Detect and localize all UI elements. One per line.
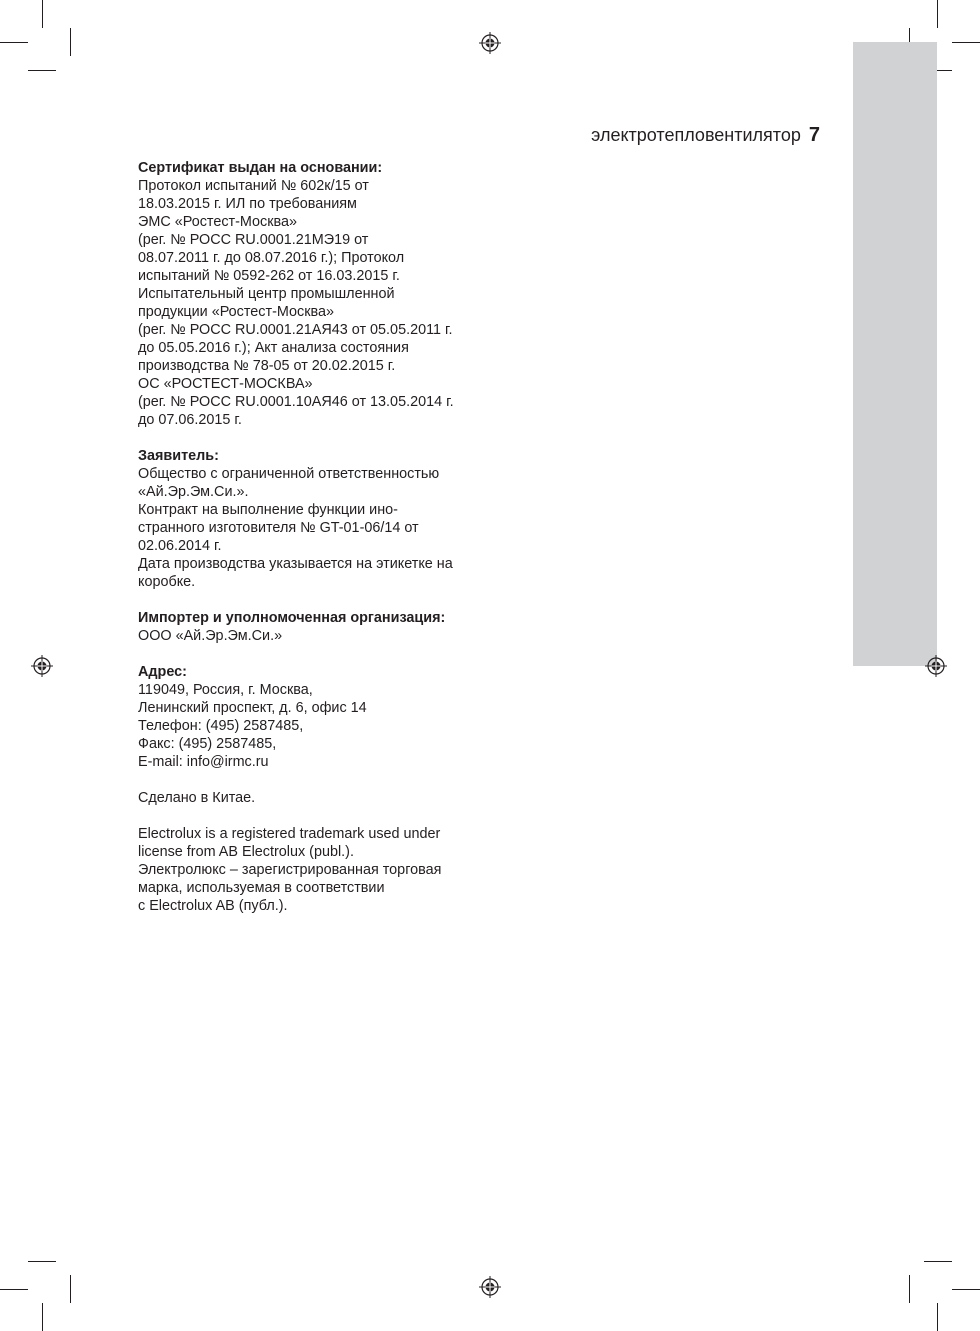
text-line: ООО «Ай.Эр.Эм.Си.» <box>138 628 283 644</box>
registration-mark-icon <box>479 1276 501 1298</box>
certificate-section <box>138 159 488 429</box>
text-line: продукции «Ростест-Москва» <box>138 304 335 320</box>
text-line: 08.07.2011 г. до 08.07.2016 г.); Протокол <box>138 250 405 266</box>
text-line: (рег. № РОСС RU.0001.21АЯ43 от 05.05.2011 г. <box>138 322 453 338</box>
text-line: 02.06.2014 г. <box>138 538 222 554</box>
text-line: Ленинский проспект, д. 6, офис 14 <box>138 700 367 716</box>
crop-mark-icon <box>952 1289 980 1290</box>
text-line: испытаний № 0592-262 от 16.03.2015 г. <box>138 268 400 284</box>
text-line: 119049, Россия, г. Москва, <box>138 682 313 698</box>
text-line: Протокол испытаний № 602к/15 от <box>138 178 369 194</box>
text-line: до 07.06.2015 г. <box>138 412 242 428</box>
importer-section <box>138 609 488 645</box>
section-heading: Заявитель: <box>138 448 219 464</box>
text-line: до 05.05.2016 г.); Акт анализа состояния <box>138 340 409 356</box>
text-line: Electrolux is a registered trademark used under <box>138 826 441 842</box>
applicant-section <box>138 447 488 591</box>
section-heading: Импортер и уполномоченная организация: <box>138 610 446 626</box>
sidebar-tab <box>853 42 937 666</box>
text-line: Контракт на выполнение функции ино- <box>138 502 398 518</box>
crop-mark-icon <box>924 1261 952 1262</box>
crop-mark-icon <box>70 1275 71 1303</box>
crop-mark-icon <box>909 1275 910 1303</box>
text-line: Общество с ограниченной ответственностью <box>138 466 440 482</box>
crop-mark-icon <box>0 42 28 43</box>
text-line: E-mail: info@irmc.ru <box>138 754 269 770</box>
text-line: Сделано в Китае. <box>138 790 256 806</box>
page-number: 7 <box>808 124 820 146</box>
text-line: Электролюкс – зарегистрированная торговая <box>138 862 442 878</box>
crop-mark-icon <box>70 28 71 56</box>
text-line: ЭМС «Ростест-Москва» <box>138 214 298 230</box>
text-line: странного изготовителя № GT-01-06/14 от <box>138 520 419 536</box>
section-heading: Адрес: <box>138 664 187 680</box>
text-line: ОС «РОСТЕСТ-МОСКВА» <box>138 376 313 392</box>
running-title: электротепловентилятор <box>591 125 801 145</box>
text-line: производства № 78-05 от 20.02.2015 г. <box>138 358 396 374</box>
registration-mark-icon <box>31 655 53 677</box>
text-line: марка, используемая в соответствии <box>138 880 385 896</box>
registration-mark-icon <box>479 32 501 54</box>
running-head <box>591 122 820 148</box>
text-line: (рег. № РОСС RU.0001.21МЭ19 от <box>138 232 369 248</box>
text-line: Телефон: (495) 2587485, <box>138 718 304 734</box>
text-line: Факс: (495) 2587485, <box>138 736 277 752</box>
text-line: коробке. <box>138 574 196 590</box>
section-heading: Сертификат выдан на основании: <box>138 160 383 176</box>
text-line: Дата производства указывается на этикетке на <box>138 556 453 572</box>
crop-mark-icon <box>28 1261 56 1262</box>
crop-mark-icon <box>952 42 980 43</box>
crop-mark-icon <box>937 1303 938 1331</box>
text-line: (рег. № РОСС RU.0001.10АЯ46 от 13.05.2014 г. <box>138 394 454 410</box>
origin-section <box>138 789 488 807</box>
crop-mark-icon <box>42 0 43 28</box>
text-line: license from AB Electrolux (publ.). <box>138 844 354 860</box>
crop-mark-icon <box>28 70 56 71</box>
text-line: «Ай.Эр.Эм.Си.». <box>138 484 249 500</box>
text-line: с Electrolux AB (публ.). <box>138 898 288 914</box>
trademark-section <box>138 825 488 915</box>
crop-mark-icon <box>937 0 938 28</box>
page-content <box>138 159 488 933</box>
text-line: 18.03.2015 г. ИЛ по требованиям <box>138 196 357 212</box>
text-line: Испытательный центр промышленной <box>138 286 395 302</box>
crop-mark-icon <box>42 1303 43 1331</box>
crop-mark-icon <box>0 1289 28 1290</box>
registration-mark-icon <box>925 655 947 677</box>
address-section <box>138 663 488 771</box>
